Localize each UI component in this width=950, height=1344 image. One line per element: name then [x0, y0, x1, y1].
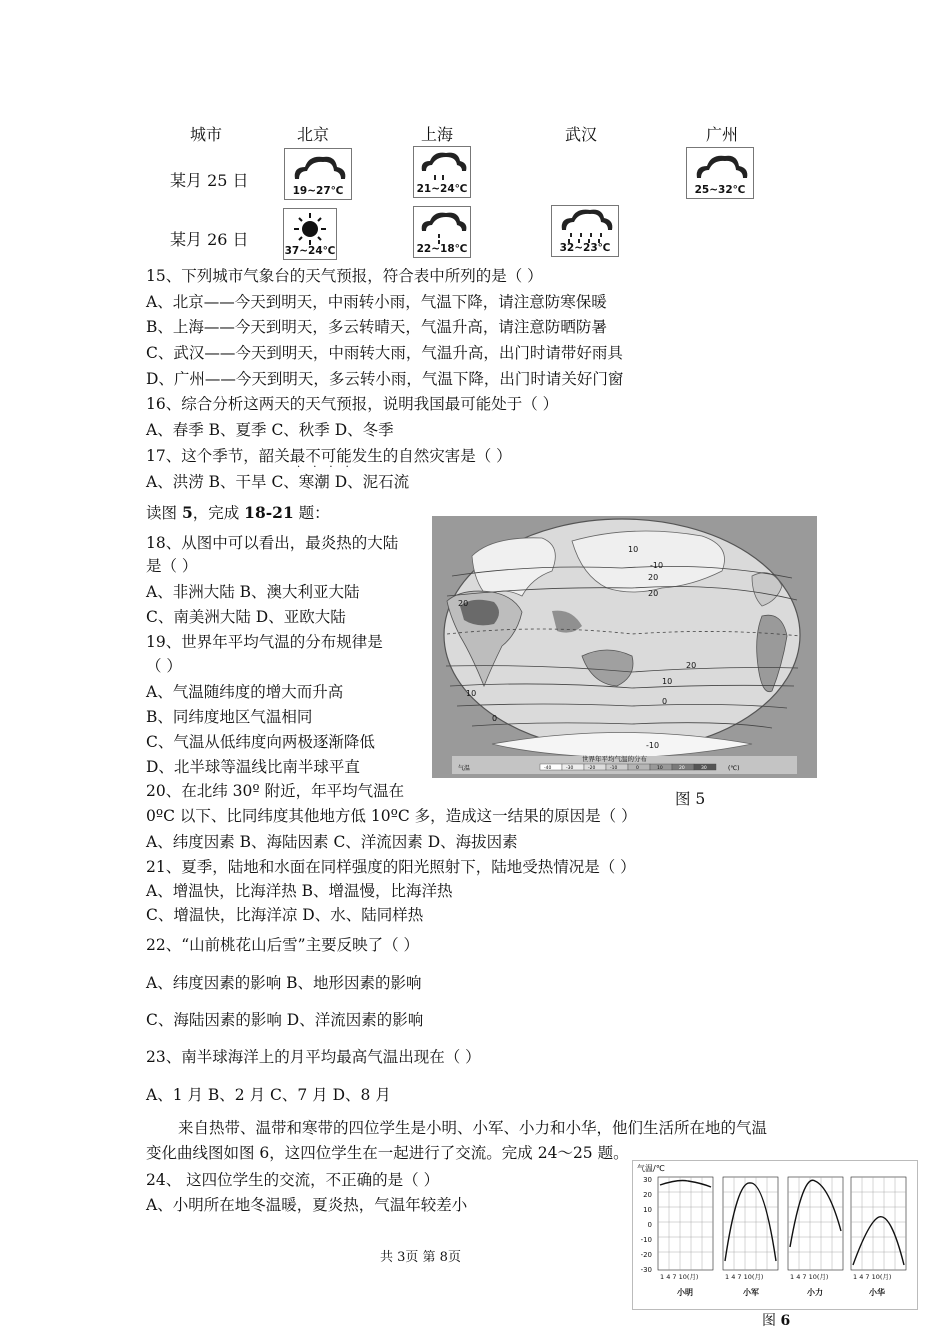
table-header-guangzhou: 广州: [706, 125, 739, 144]
legend-tick: 30: [701, 766, 707, 771]
isotherm-label: 10: [628, 545, 639, 554]
option-15c: C、武汉——今天到明天，中雨转大雨，气温升高，出门时请带好雨具: [146, 344, 623, 362]
legend-tick: -30: [566, 766, 574, 771]
option-15b: B、上海——今天到明天，多云转晴天，气温升高，请注意防晒防暑: [146, 318, 607, 336]
isotherm-label: 20: [648, 573, 659, 582]
figure-6-chart: [632, 1160, 918, 1310]
option-15a: A、北京——今天到明天，中雨转小雨，气温下降，请注意防寒保暖: [146, 293, 607, 311]
question-22: 22、“山前桃花山后雪”主要反映了（ ）: [146, 936, 419, 954]
weather-icon-shanghai-25: [413, 146, 471, 198]
question-20-b: 0ºC 以下、比同纬度其他地方低 10ºC 多，造成这一结果的原因是（ ）: [146, 807, 637, 825]
options-18cd: C、南美洲大陆 D、亚欧大陆: [146, 608, 346, 626]
legend-left: 气温: [458, 765, 471, 772]
isotherm-label: 0: [492, 714, 498, 723]
figure-6-caption: 图 6: [762, 1313, 791, 1329]
table-header-beijing: 北京: [297, 125, 330, 144]
row-label-25: 某月 25 日: [170, 171, 249, 190]
temp-beijing-26: 37~24℃: [284, 245, 336, 257]
table-header-wuhan: 武汉: [565, 125, 598, 144]
legend-tick: -20: [588, 766, 596, 771]
options-17: A、洪涝 B、干旱 C、寒潮 D、泥石流: [146, 473, 410, 491]
question-19-b: （ ）: [146, 657, 182, 675]
isotherm-label: 20: [686, 661, 697, 670]
weather-icon-beijing-26: [283, 208, 337, 260]
table-header-shanghai: 上海: [421, 125, 454, 144]
weather-icon-shanghai-26: [413, 206, 471, 258]
legend-tick: 0: [636, 766, 639, 771]
options-21ab: A、增温快，比海洋热 B、增温慢，比海洋热: [146, 882, 453, 900]
legend-tick: -10: [610, 766, 618, 771]
x-ticks: 1 4 7 10(月): [853, 1273, 892, 1281]
y-tick: 20: [643, 1191, 652, 1199]
question-18-b: 是（ ）: [146, 557, 198, 575]
x-ticks: 1 4 7 10(月): [790, 1273, 829, 1281]
legend-tick: 10: [657, 766, 663, 771]
world-temperature-map: [432, 516, 817, 778]
intro-24-line2: 变化曲线图如图 6，这四位学生在一起进行了交流。完成 24～25 题。: [146, 1144, 629, 1162]
question-24: 24、 这四位学生的交流，不正确的是（ ）: [146, 1171, 440, 1189]
temperature-curves: [633, 1161, 917, 1309]
row-label-26: 某月 26 日: [170, 230, 249, 249]
panel-label-xiaojun: 小军: [743, 1288, 759, 1297]
options-20: A、纬度因素 B、海陆因素 C、洋流因素 D、海拔因素: [146, 833, 518, 851]
isotherm-label: 10: [466, 689, 477, 698]
legend-right: (℃): [728, 765, 740, 772]
map-title: 世界年平均气温的分布: [582, 755, 647, 763]
options-21cd: C、增温快，比海洋凉 D、水、陆同样热: [146, 906, 424, 924]
isotherm-label: 20: [648, 589, 659, 598]
temp-shanghai-26: 22~18℃: [416, 243, 468, 255]
x-ticks: 1 4 7 10(月): [725, 1273, 764, 1281]
temp-shanghai-25: 21~24℃: [416, 183, 468, 195]
option-19b: B、同纬度地区气温相同: [146, 708, 313, 726]
page-footer: 共 3页 第 8页: [380, 1250, 461, 1265]
options-16: A、春季 B、夏季 C、秋季 D、冬季: [146, 421, 394, 439]
option-19d: D、北半球等温线比南半球平直: [146, 758, 360, 776]
question-21: 21、夏季，陆地和水面在同样强度的阳光照射下，陆地受热情况是（ ）: [146, 858, 636, 876]
options-22ab: A、纬度因素的影响 B、地形因素的影响: [146, 974, 422, 992]
emphasis-dots: ····: [297, 462, 362, 473]
table-header-city: 城市: [190, 125, 223, 144]
question-16: 16、综合分析这两天的天气预报，说明我国最可能处于（ ）: [146, 395, 559, 413]
question-17: 17、这个季节，韶关最不可能发生的自然灾害是（ ）: [146, 447, 512, 465]
legend-tick: 20: [679, 766, 685, 771]
panel-label-xiaoming: 小明: [677, 1288, 693, 1297]
question-20: 20、在北纬 30º 附近，年平均气温在: [146, 782, 405, 800]
option-15d: D、广州——今天到明天，多云转小雨，气温下降，出门时请关好门窗: [146, 370, 624, 388]
y-tick: 10: [643, 1206, 652, 1214]
weather-icon-beijing-25: [284, 148, 352, 200]
option-19a: A、气温随纬度的增大而升高: [146, 683, 344, 701]
temp-wuhan-26: 32~23℃: [559, 242, 611, 254]
option-24a: A、小明所在地冬温暖，夏炎热，气温年较差小: [146, 1196, 468, 1214]
weather-icon-guangzhou-25: [686, 147, 754, 199]
question-15: 15、下列城市气象台的天气预报，符合表中所列的是（ ）: [146, 267, 543, 285]
temp-guangzhou-25: 25~32℃: [694, 184, 746, 196]
question-18: 18、从图中可以看出，最炎热的大陆: [146, 534, 399, 552]
y-axis-title: 气温/℃: [637, 1164, 665, 1173]
read-figure-5: 读图 5，完成 18-21 题：: [146, 503, 330, 522]
y-tick: 0: [647, 1221, 652, 1229]
y-tick: -30: [640, 1266, 652, 1274]
isotherm-label: 20: [458, 599, 469, 608]
question-19: 19、世界年平均气温的分布规律是: [146, 633, 383, 651]
legend-tick: -40: [544, 766, 552, 771]
options-18ab: A、非洲大陆 B、澳大利亚大陆: [146, 583, 360, 601]
isotherm-label: 0: [662, 697, 668, 706]
isotherm-label: -10: [650, 561, 664, 570]
isotherm-label: -10: [646, 741, 660, 750]
temp-beijing-25: 19~27℃: [292, 185, 344, 197]
figure-5-caption: 图 5: [675, 790, 706, 808]
y-tick: 30: [643, 1176, 652, 1184]
options-23: A、1 月 B、2 月 C、7 月 D、8 月: [146, 1086, 391, 1104]
y-tick: -20: [640, 1251, 652, 1259]
x-ticks: 1 4 7 10(月): [660, 1273, 699, 1281]
y-tick: -10: [640, 1236, 652, 1244]
figure-5-map: [432, 516, 817, 778]
isotherm-label: 10: [662, 677, 673, 686]
panel-label-xiaoli: 小力: [807, 1288, 823, 1297]
options-22cd: C、海陆因素的影响 D、洋流因素的影响: [146, 1011, 424, 1029]
question-23: 23、南半球海洋上的月平均最高气温出现在（ ）: [146, 1048, 481, 1066]
intro-24-line1: 来自热带、温带和寒带的四位学生是小明、小军、小力和小华，他们生活所在地的气温: [178, 1119, 768, 1137]
option-19c: C、气温从低纬度向两极逐渐降低: [146, 733, 375, 751]
panel-label-xiaohua: 小华: [869, 1288, 885, 1297]
weather-icon-wuhan-26: [551, 205, 619, 257]
